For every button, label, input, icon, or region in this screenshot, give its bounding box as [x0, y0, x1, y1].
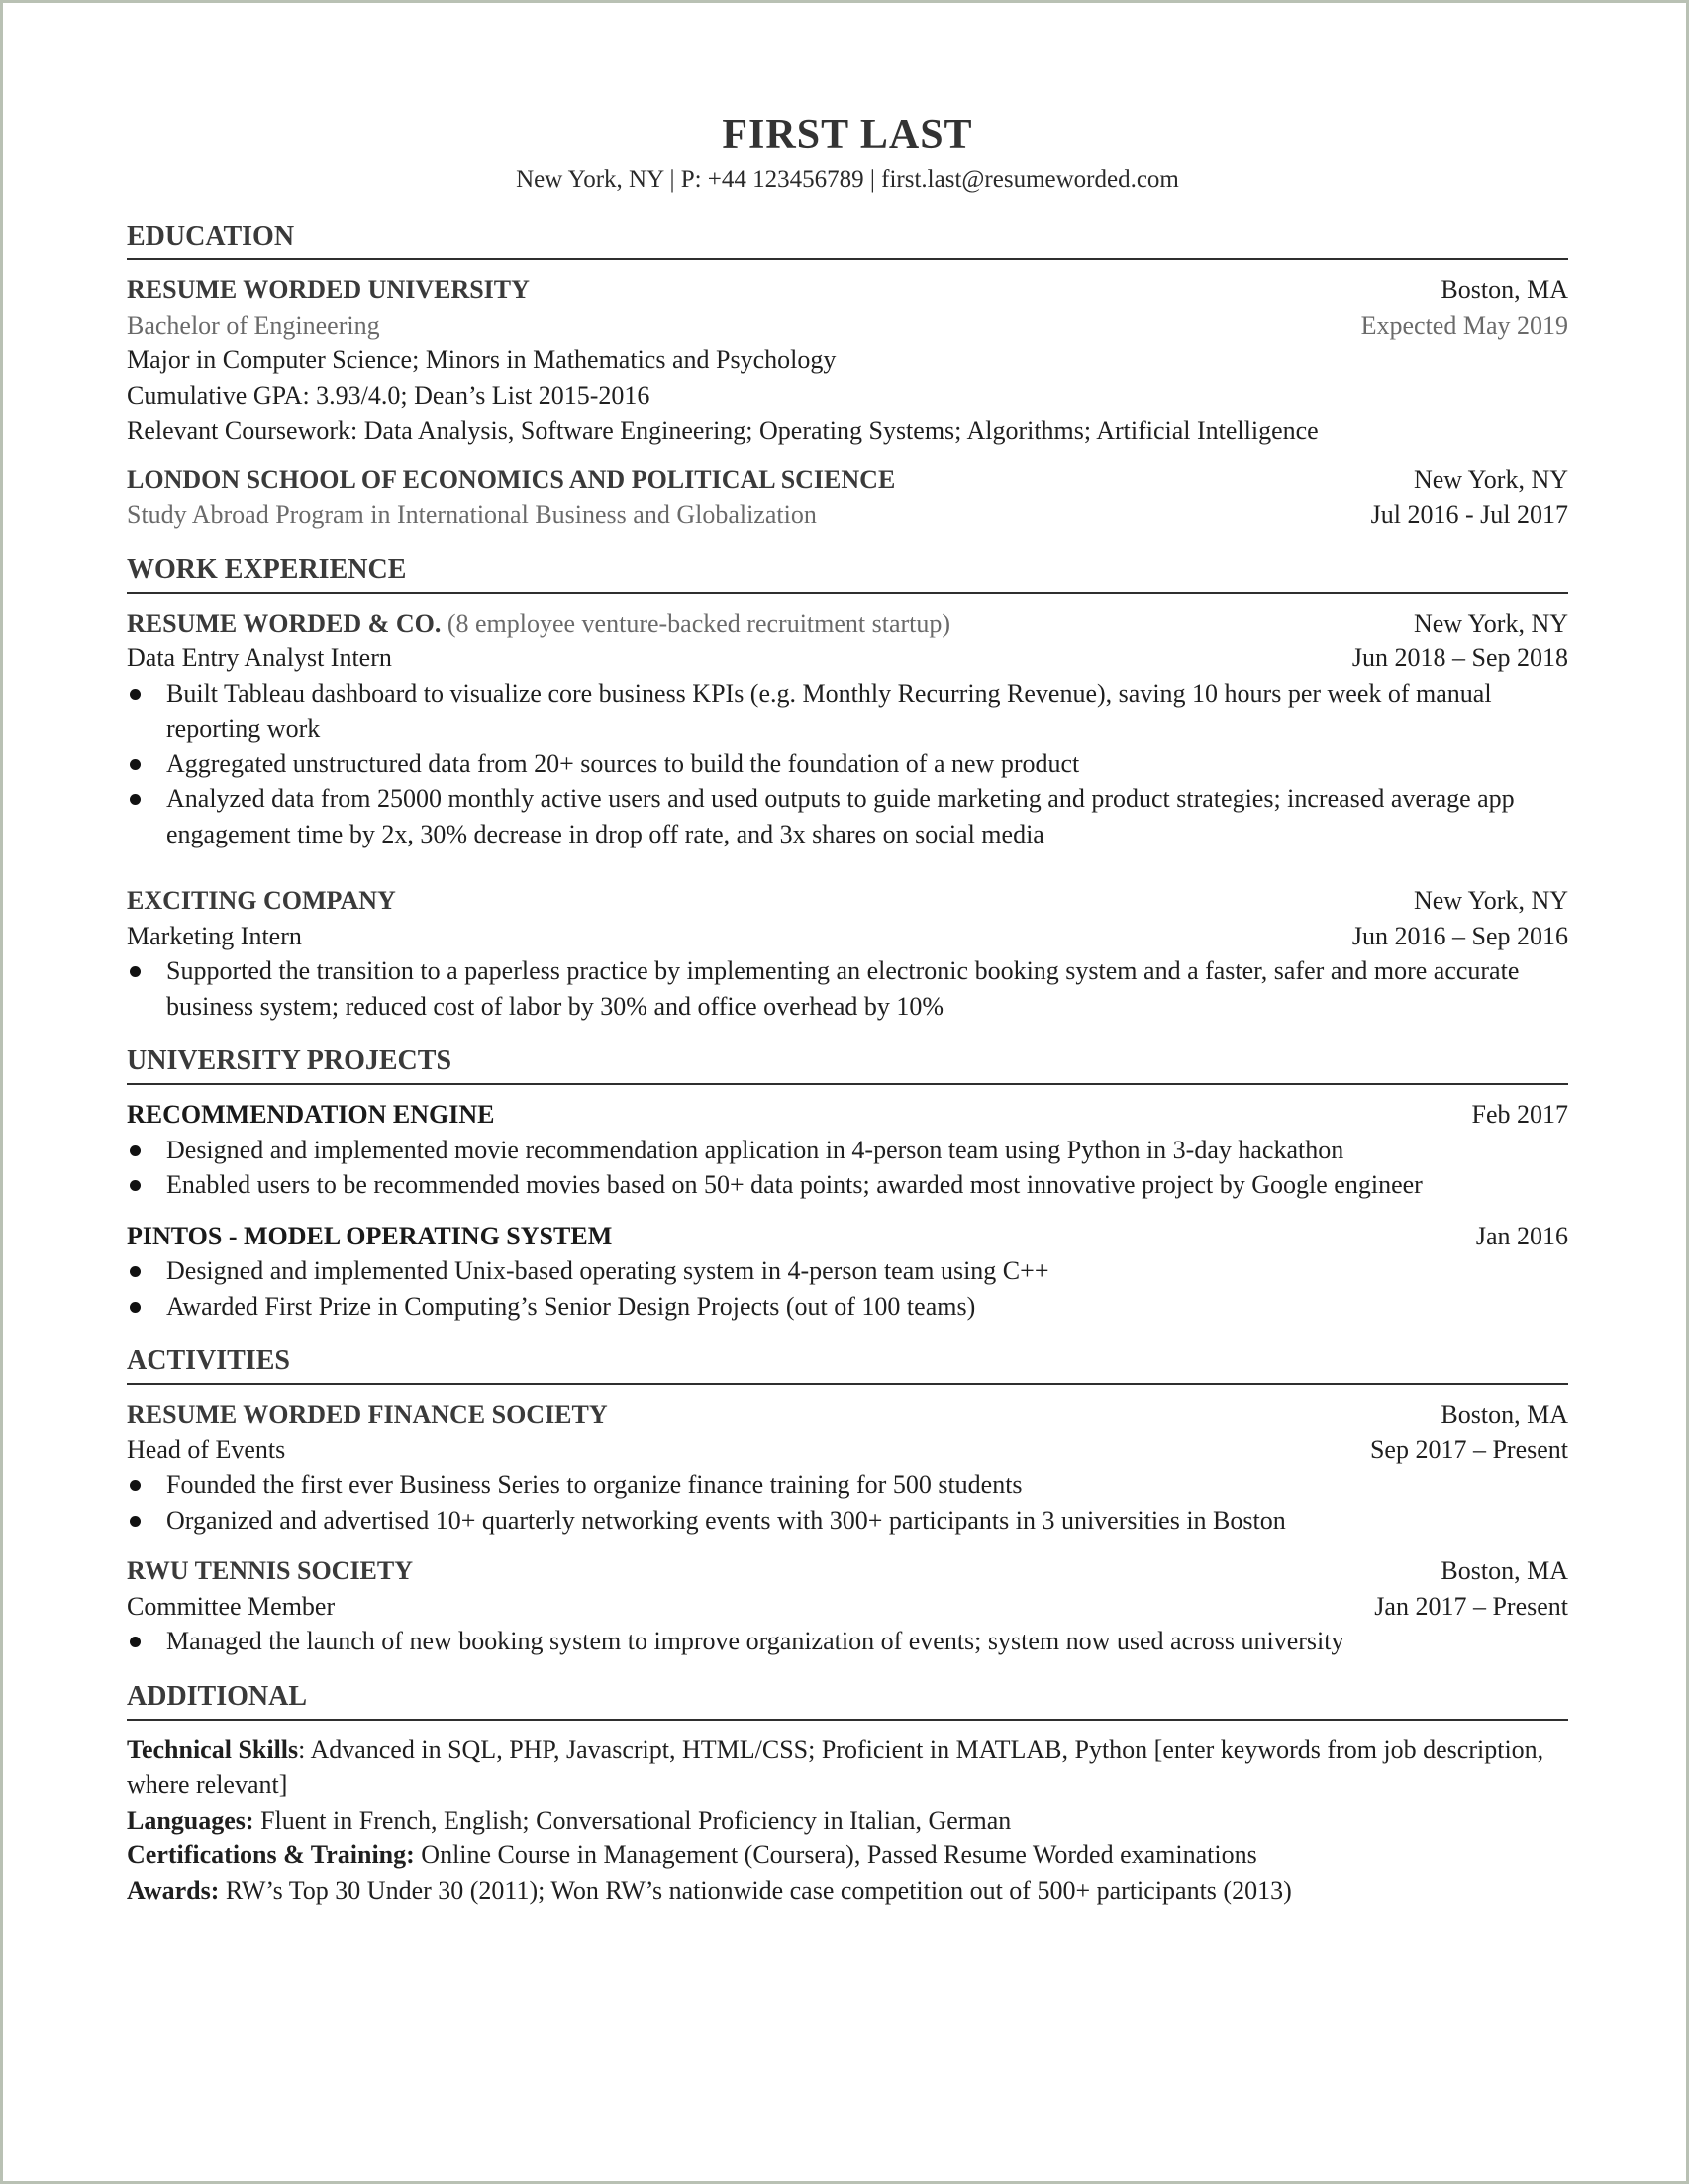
- technical-skills: [127, 1733, 1568, 1803]
- bullet-dot: [130, 689, 141, 700]
- additional-label: Languages:: [127, 1805, 254, 1835]
- education-entry: [127, 462, 1568, 533]
- job-title: Marketing Intern: [127, 921, 302, 950]
- activity-role: Head of Events: [127, 1435, 286, 1464]
- bullet-text: Organized and advertised 10+ quarterly networking events with 300+ participants in 3 universities in Boston: [166, 1505, 1286, 1535]
- work-entry: [127, 606, 1568, 852]
- bullet-dot: [130, 794, 141, 805]
- bullet-item: [127, 1253, 1568, 1289]
- bullet-dot: [130, 1637, 141, 1647]
- bullet-text: Designed and implemented Unix-based operating system in 4-person team using C++: [166, 1256, 1049, 1285]
- bullet-list: [127, 676, 1568, 852]
- education-detail: Major in Computer Science; Minors in Mathematics and Psychology: [127, 346, 837, 374]
- bullet-dot: [130, 1480, 141, 1491]
- section-title-work: WORK EXPERIENCE: [127, 552, 1568, 594]
- bullet-item: [127, 1624, 1568, 1659]
- project-date: Feb 2017: [1471, 1100, 1568, 1129]
- degree: Study Abroad Program in International Business and Globalization: [127, 500, 817, 529]
- institution-name: RESUME WORDED UNIVERSITY: [127, 275, 530, 304]
- certifications: [127, 1837, 1568, 1873]
- project-name: PINTOS - MODEL OPERATING SYSTEM: [127, 1221, 613, 1250]
- job-dates: Jun 2016 – Sep 2016: [1351, 921, 1568, 950]
- activities-section: [127, 1343, 1568, 1659]
- company-name: RESUME WORDED & CO.: [127, 608, 442, 638]
- candidate-name: FIRST LAST: [722, 112, 973, 157]
- bullet-text: Managed the launch of new booking system to improve organization of events; system now used across university: [166, 1627, 1344, 1655]
- bullet-list: [127, 1253, 1568, 1324]
- project-name: RECOMMENDATION ENGINE: [127, 1100, 495, 1129]
- bullet-list: [127, 1467, 1568, 1538]
- work-entry: [127, 883, 1568, 1024]
- activity-entry: [127, 1397, 1568, 1538]
- company-location: New York, NY: [1413, 886, 1568, 915]
- bullet-text: Founded the first ever Business Series to organize finance training for 500 students: [166, 1470, 1023, 1499]
- work-section: [127, 552, 1568, 1025]
- additional-text: Online Course in Management (Coursera), Passed Resume Worded examinations: [421, 1840, 1257, 1869]
- awards: [127, 1873, 1568, 1909]
- bullet-text: Analyzed data from 25000 monthly active users and used outputs to guide marketing and product strategies; increased average app engagement time by 2x, 30% decrease in drop off rate, and 3x shares on social media: [166, 784, 1515, 848]
- additional-section: [127, 1679, 1568, 1909]
- bullet-text: Built Tableau dashboard to visualize core business KPIs (e.g. Monthly Recurring Revenue), saving 10 hours per week of manual reporting work: [166, 678, 1492, 743]
- additional-label: Technical Skills: [127, 1735, 299, 1764]
- section-title-activities: ACTIVITIES: [127, 1343, 1568, 1385]
- bullet-item: [127, 746, 1568, 782]
- additional-text: Advanced in SQL, PHP, Javascript, HTML/CSS; Proficient in MATLAB, Python [enter keywords from job description, where relevant]: [127, 1735, 1544, 1799]
- languages: [127, 1803, 1568, 1838]
- bullet-list: [127, 953, 1568, 1024]
- institution-name: LONDON SCHOOL OF ECONOMICS AND POLITICAL SCIENCE: [127, 464, 896, 494]
- education-entry: [127, 272, 1568, 448]
- institution-location: Boston, MA: [1441, 275, 1568, 304]
- activity-entry: [127, 1553, 1568, 1659]
- bullet-dot: [130, 1145, 141, 1156]
- bullet-text: Aggregated unstructured data from 20+ sources to build the foundation of a new product: [166, 748, 1080, 778]
- bullet-dot: [130, 759, 141, 770]
- section-title-additional: ADDITIONAL: [127, 1679, 1568, 1721]
- degree: Bachelor of Engineering: [127, 310, 380, 340]
- projects-section: [127, 1043, 1568, 1324]
- bullet-dot: [130, 1180, 141, 1191]
- bullet-list: [127, 1624, 1568, 1659]
- bullet-text: Designed and implemented movie recommendation application in 4-person team using Python in 3-day hackathon: [166, 1135, 1344, 1164]
- bullet-item: [127, 1503, 1568, 1539]
- education-section: [127, 219, 1568, 533]
- project-entry: [127, 1097, 1568, 1203]
- company-description: (8 employee venture-backed recruitment startup): [447, 608, 951, 638]
- additional-text: RW’s Top 30 Under 30 (2011); Won RW’s nationwide case competition out of 500+ participants (2013): [225, 1875, 1292, 1905]
- activity-dates: Jan 2017 – Present: [1374, 1591, 1568, 1621]
- bullet-item: [127, 1133, 1568, 1168]
- organization-location: Boston, MA: [1441, 1400, 1568, 1429]
- program-date: Jul 2016 - Jul 2017: [1370, 500, 1568, 529]
- bullet-dot: [130, 1516, 141, 1527]
- organization-location: Boston, MA: [1441, 1556, 1568, 1585]
- job-dates: Jun 2018 – Sep 2018: [1351, 644, 1568, 672]
- activity-dates: Sep 2017 – Present: [1369, 1435, 1568, 1464]
- bullet-item: [127, 781, 1568, 851]
- activity-role: Committee Member: [127, 1591, 336, 1621]
- bullet-item: [127, 953, 1568, 1024]
- bullet-text: Supported the transition to a paperless practice by implementing an electronic booking system and a faster, safer and more accurate business system; reduced cost of labor by 30% and office overhead by 10%: [166, 956, 1520, 1021]
- project-date: Jan 2016: [1475, 1221, 1568, 1250]
- bullet-dot: [130, 966, 141, 977]
- additional-label: Certifications & Training:: [127, 1840, 415, 1869]
- bullet-text: Awarded First Prize in Computing’s Senior Design Projects (out of 100 teams): [166, 1291, 976, 1321]
- bullet-dot: [130, 1266, 141, 1277]
- section-title-projects: UNIVERSITY PROJECTS: [127, 1043, 1568, 1085]
- company-location: New York, NY: [1413, 608, 1568, 638]
- additional-text: Fluent in French, English; Conversational Proficiency in Italian, German: [260, 1805, 1012, 1835]
- section-title-education: EDUCATION: [127, 219, 1568, 260]
- bullet-text: Enabled users to be recommended movies based on 50+ data points; awarded most innovative project by Google engineer: [166, 1170, 1423, 1199]
- company-name: EXCITING COMPANY: [127, 886, 396, 915]
- resume-page: [127, 110, 1568, 1908]
- bullet-dot: [130, 1302, 141, 1313]
- institution-location: New York, NY: [1413, 464, 1568, 494]
- graduation-date: Expected May 2019: [1360, 310, 1568, 340]
- bullet-item: [127, 1467, 1568, 1503]
- additional-separator: :: [298, 1735, 311, 1764]
- organization-name: RESUME WORDED FINANCE SOCIETY: [127, 1400, 608, 1429]
- education-detail: Cumulative GPA: 3.93/4.0; Dean’s List 2015-2016: [127, 380, 650, 410]
- bullet-list: [127, 1133, 1568, 1203]
- organization-name: RWU TENNIS SOCIETY: [127, 1556, 414, 1585]
- project-entry: [127, 1219, 1568, 1325]
- bullet-item: [127, 676, 1568, 746]
- job-title: Data Entry Analyst Intern: [127, 644, 392, 672]
- additional-label: Awards:: [127, 1875, 220, 1905]
- bullet-item: [127, 1167, 1568, 1203]
- education-detail: Relevant Coursework: Data Analysis, Software Engineering; Operating Systems; Algorithms; Artificial Intelligence: [127, 416, 1319, 445]
- contact-line: New York, NY | P: +44 123456789 | first.last@resumeworded.com: [516, 166, 1179, 193]
- bullet-item: [127, 1289, 1568, 1325]
